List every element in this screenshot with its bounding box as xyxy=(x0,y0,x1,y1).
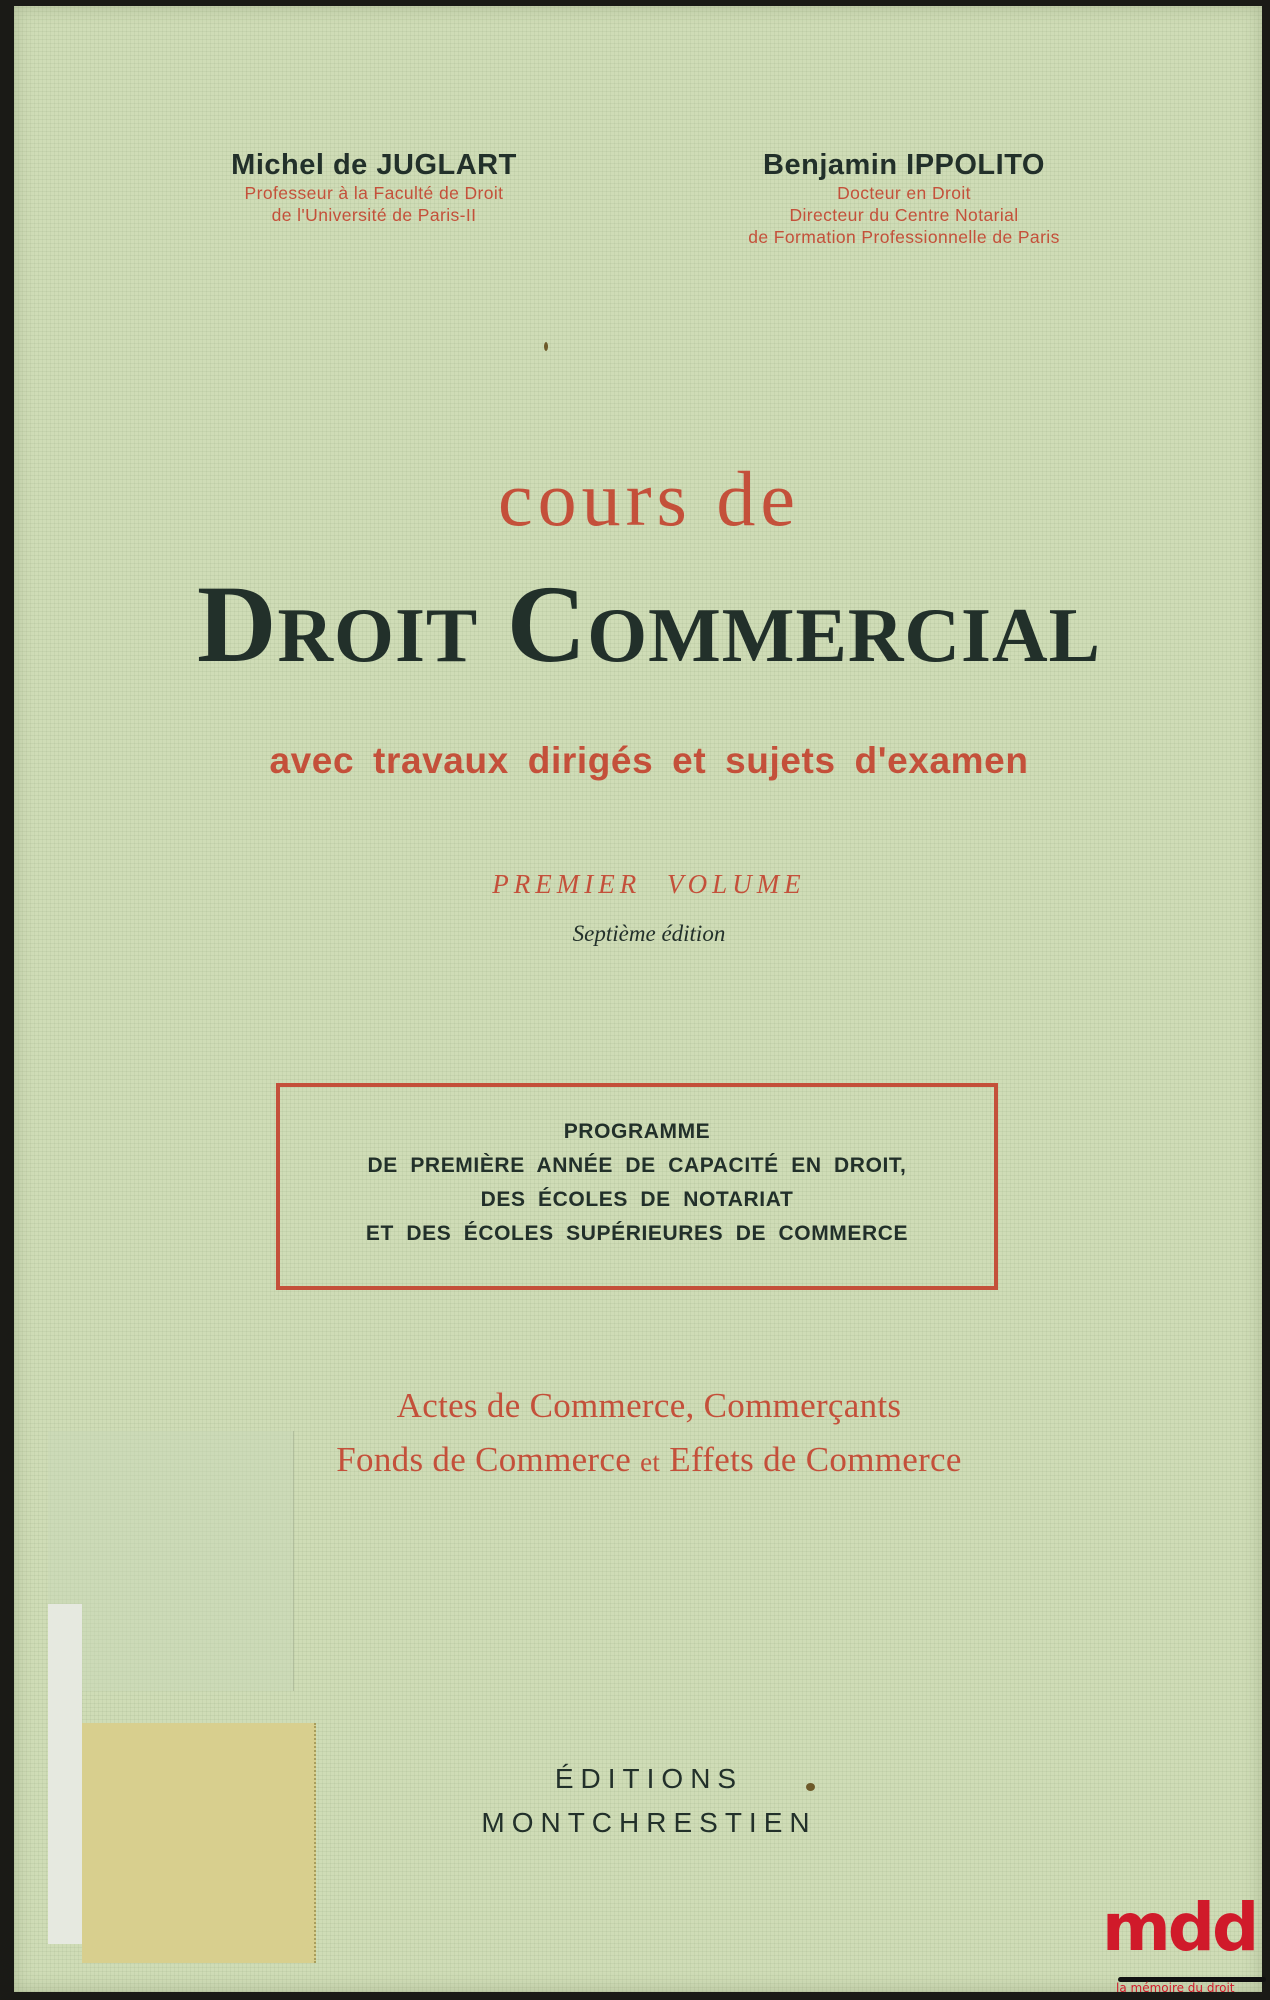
volume-label: PREMIER VOLUME xyxy=(492,869,806,899)
library-label xyxy=(82,1723,316,1963)
author-title: de Formation Professionnelle de Paris xyxy=(748,227,1060,247)
mdd-watermark xyxy=(1092,1889,1268,1998)
programme-line: DES ÉCOLES DE NOTARIAT xyxy=(480,1188,794,1211)
edition-label: Septième édition xyxy=(572,921,726,946)
author-title: de l'Université de Paris-II xyxy=(271,205,477,225)
watermark-tagline: la mémoire du droit xyxy=(1116,1981,1235,1995)
book-cover xyxy=(14,6,1262,1992)
publisher-line-1: ÉDITIONS xyxy=(554,1763,744,1794)
subtitle: avec travaux dirigés et sujets d'examen xyxy=(269,740,1029,781)
publisher-line-2: MONTCHRESTIEN xyxy=(481,1807,817,1838)
programme-line: ET DES ÉCOLES SUPÉRIEURES DE COMMERCE xyxy=(365,1222,909,1245)
mdd-logo: mdd xyxy=(1102,1889,1257,1966)
author-title: Directeur du Centre Notarial xyxy=(789,205,1019,225)
subject-part: Effets de Commerce xyxy=(669,1440,962,1479)
main-title: Droit Commercial xyxy=(197,563,1101,685)
programme-box xyxy=(276,1083,998,1290)
subject-line-2 xyxy=(14,1438,1270,1484)
stain-mark xyxy=(544,342,548,351)
programme-line: PROGRAMME xyxy=(563,1120,711,1143)
author-block-left xyxy=(164,148,584,226)
subject-conjunction: et xyxy=(640,1447,661,1477)
author-name: Benjamin IPPOLITO xyxy=(763,149,1045,181)
title-prefix: cours de xyxy=(497,455,801,542)
author-title: Docteur en Droit xyxy=(837,183,971,203)
programme-line: DE PREMIÈRE ANNÉE DE CAPACITÉ EN DROIT, xyxy=(367,1154,907,1177)
stain-mark xyxy=(806,1783,815,1791)
author-title: Professeur à la Faculté de Droit xyxy=(244,183,504,203)
author-block-right xyxy=(674,148,1134,248)
subject-part: Fonds de Commerce xyxy=(336,1440,632,1479)
author-name: Michel de JUGLART xyxy=(231,149,517,181)
subject-line-1: Actes de Commerce, Commerçants xyxy=(396,1386,902,1425)
